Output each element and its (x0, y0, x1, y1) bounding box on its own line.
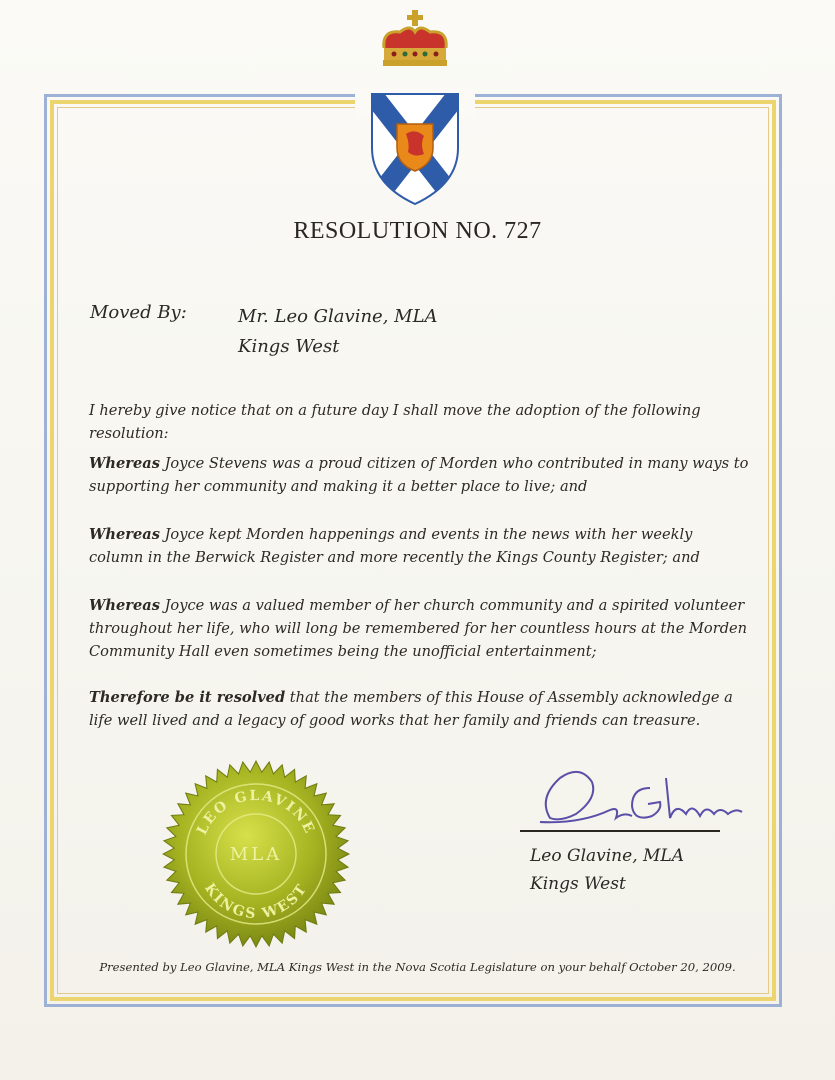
clause-4 (89, 686, 749, 732)
clause-1 (89, 452, 749, 498)
clause-2 (89, 523, 749, 569)
notice-paragraph: I hereby give notice that on a future day I shall move the adoption of the following resolution: (89, 402, 701, 442)
nova-scotia-crest-icon (370, 8, 460, 208)
mla-seal-icon (162, 760, 350, 948)
signatory-block (530, 842, 684, 898)
crown-icon (383, 10, 447, 88)
moved-by-label: Moved By: (90, 302, 187, 323)
clause-3 (89, 594, 749, 663)
seal-center-text: MLA (229, 844, 283, 865)
mover-riding: Kings West (238, 336, 340, 357)
clause-text: that the members of this House of Assembly acknowledge a life well lived and a legacy of good works that her family and friends can treasure. (89, 689, 733, 729)
seal-top-text: LEO GLAVINE (194, 787, 318, 838)
signature-icon (520, 758, 750, 838)
mover-name: Mr. Leo Glavine, MLA (238, 306, 438, 327)
shield-icon (372, 94, 458, 204)
clause-lead: Whereas (89, 526, 160, 543)
presented-footer: Presented by Leo Glavine, MLA Kings West in the Nova Scotia Legislature on your behalf October 20, 2009. (99, 960, 736, 974)
clause-text: Joyce was a valued member of her church community and a spirited volunteer throughout her life, who will long be remembered for her countless hours at the Morden Community Hall even sometimes being the unofficial entertainment; (89, 597, 748, 660)
clause-lead: Therefore be it resolved (89, 689, 286, 706)
clause-lead: Whereas (89, 597, 160, 614)
clause-text: Joyce kept Morden happenings and events in the news with her weekly column in the Berwick Register and more recently the Kings County Register; and (89, 526, 700, 566)
clause-text: Joyce Stevens was a proud citizen of Morden who contributed in many ways to supporting her community and making it a better place to live; and (89, 455, 749, 495)
signatory-name: Leo Glavine, MLA (530, 846, 684, 866)
seal-bottom-text: KINGS WEST (201, 880, 311, 923)
signatory-riding: Kings West (530, 874, 626, 894)
resolution-title: RESOLUTION NO. 727 (293, 218, 542, 244)
clause-lead: Whereas (89, 455, 160, 472)
signature-line (520, 830, 720, 832)
mover-block (238, 302, 438, 362)
